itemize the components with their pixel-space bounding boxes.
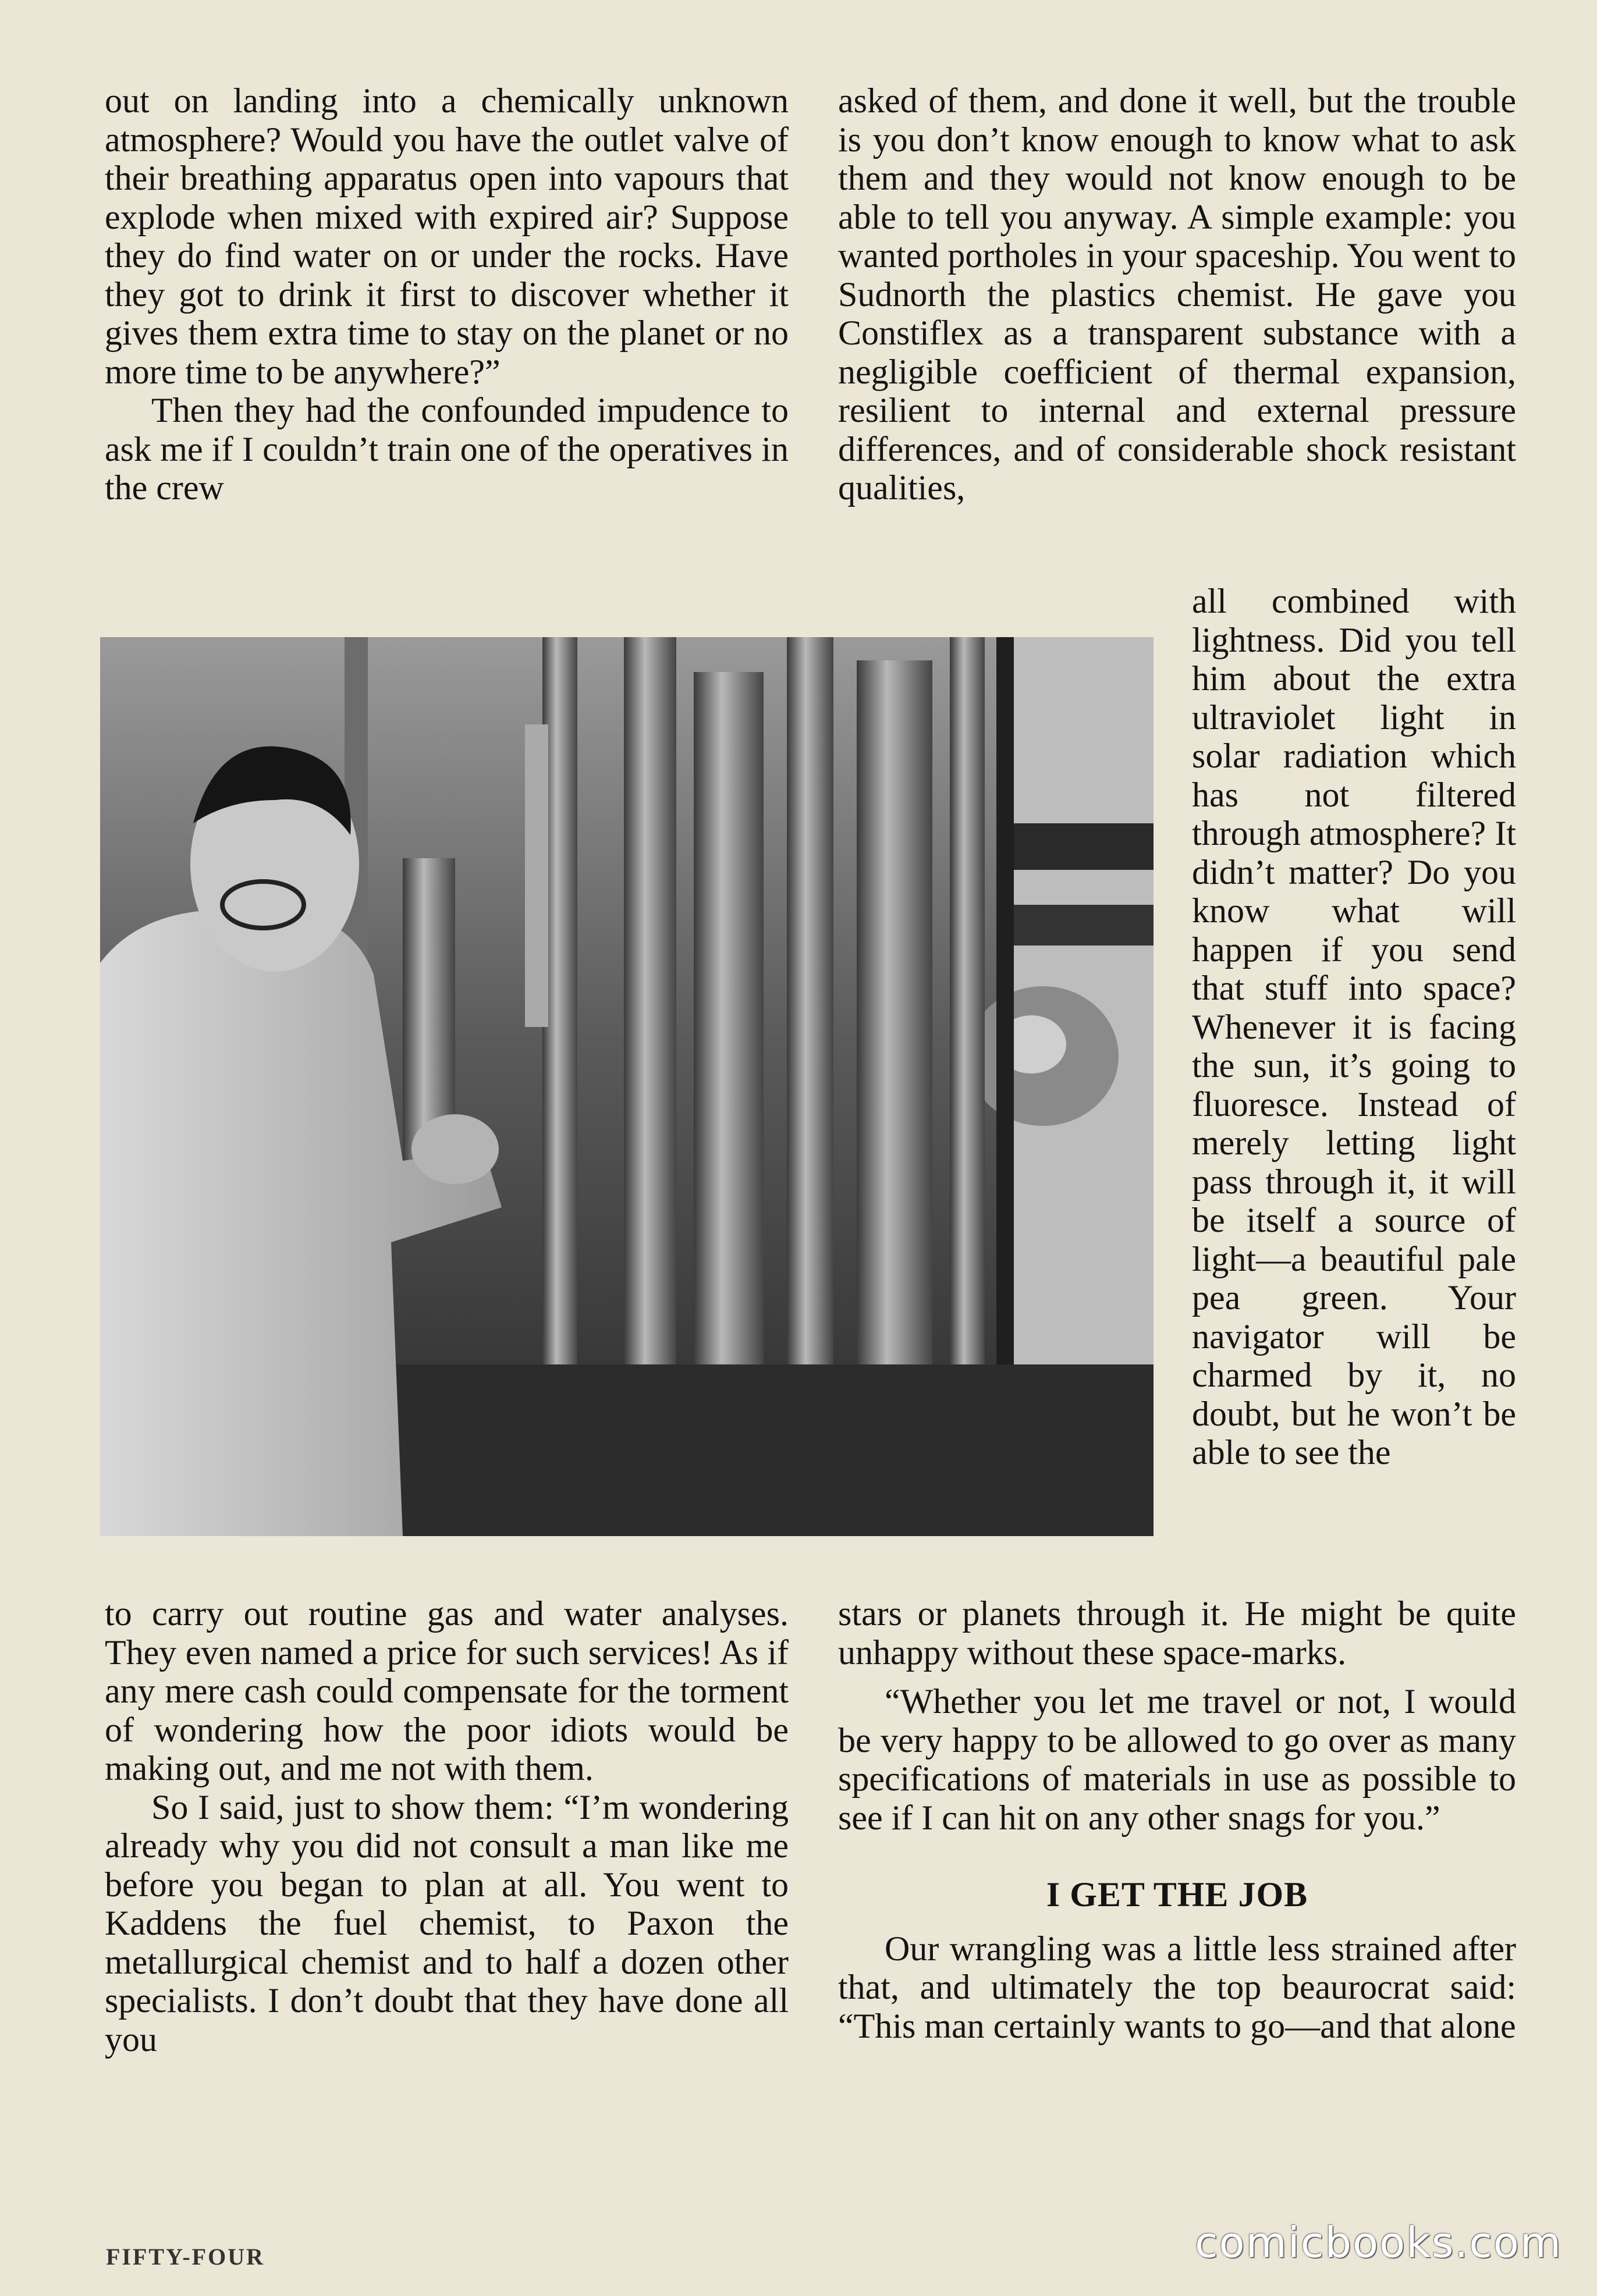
- laboratory-photo-illustration: [100, 637, 1154, 1536]
- right-column-bottom: [838, 1594, 1516, 2045]
- right-column-top: [838, 81, 1516, 507]
- laboratory-photo: [100, 637, 1154, 1536]
- page-number: FIFTY-FOUR: [106, 2244, 265, 2270]
- watermark: comicbooks.com: [1194, 2218, 1562, 2267]
- paragraph: Then they had the confounded impudence to ask me if I couldn’t train one of the operatives in the crew: [105, 391, 789, 507]
- left-column-bottom: [105, 1594, 789, 2059]
- paragraph: asked of them, and done it well, but the trouble is you don’t know enough to know what to ask them and they would not know enough to be able to tell you anyway. A simple example: you wanted portholes in your spaceship. You went to Sudnorth the plastics chemist. He gave you Constiflex as a transparent substance with a negligible coefficient of thermal expansion, resilient to internal and external pressure differences, and of considerable shock resistant qualities,: [838, 81, 1516, 507]
- paragraph: all combined with lightness. Did you tell him about the extra ultraviolet light in solar radiation which has not filtered through atmosphere? It didn’t matter? Do you know what will happen if you send that stuff into space? Whenever it is facing the sun, it’s going to fluoresce. Instead of merely letting light pass through it, it will be itself a source of light—a beautiful pale pea green. Your navigator will be charmed by it, no doubt, but he won’t be able to see the: [1192, 582, 1516, 1472]
- paragraph: to carry out routine gas and water analyses. They even named a price for such services! As if any mere cash could compensate for the torment of wondering how the poor idiots would be making out, and me not with them.: [105, 1594, 789, 1787]
- right-column-narrow: [1192, 582, 1516, 1472]
- paragraph: stars or planets through it. He might be quite unhappy without these space-marks.: [838, 1594, 1516, 1672]
- paragraph: out on landing into a chemically unknown atmosphere? Would you have the outlet valve of their breathing apparatus open into vapours that explode when mixed with expired air? Suppose they do find water on or under the rocks. Have they got to drink it first to discover whether it gives them extra time to stay on the planet or no more time to be anywhere?”: [105, 81, 789, 391]
- paragraph: “Whether you let me travel or not, I would be very happy to be allowed to go over as many specifications of materials in use as possible to see if I can hit on any other snags for you.”: [838, 1682, 1516, 1837]
- paragraph: So I said, just to show them: “I’m wondering already why you did not consult a man like me before you began to plan at all. You went to Kaddens the fuel chemist, to Paxon the metallurgical chemist and to half a dozen other specialists. I don’t doubt that they have done all you: [105, 1787, 789, 2059]
- left-column-top: [105, 81, 789, 507]
- paragraph: Our wrangling was a little less strained after that, and ultimately the top beaurocrat said: “This man certainly wants to go—and that alone: [838, 1929, 1516, 2045]
- section-heading: I GET THE JOB: [1046, 1875, 1308, 1914]
